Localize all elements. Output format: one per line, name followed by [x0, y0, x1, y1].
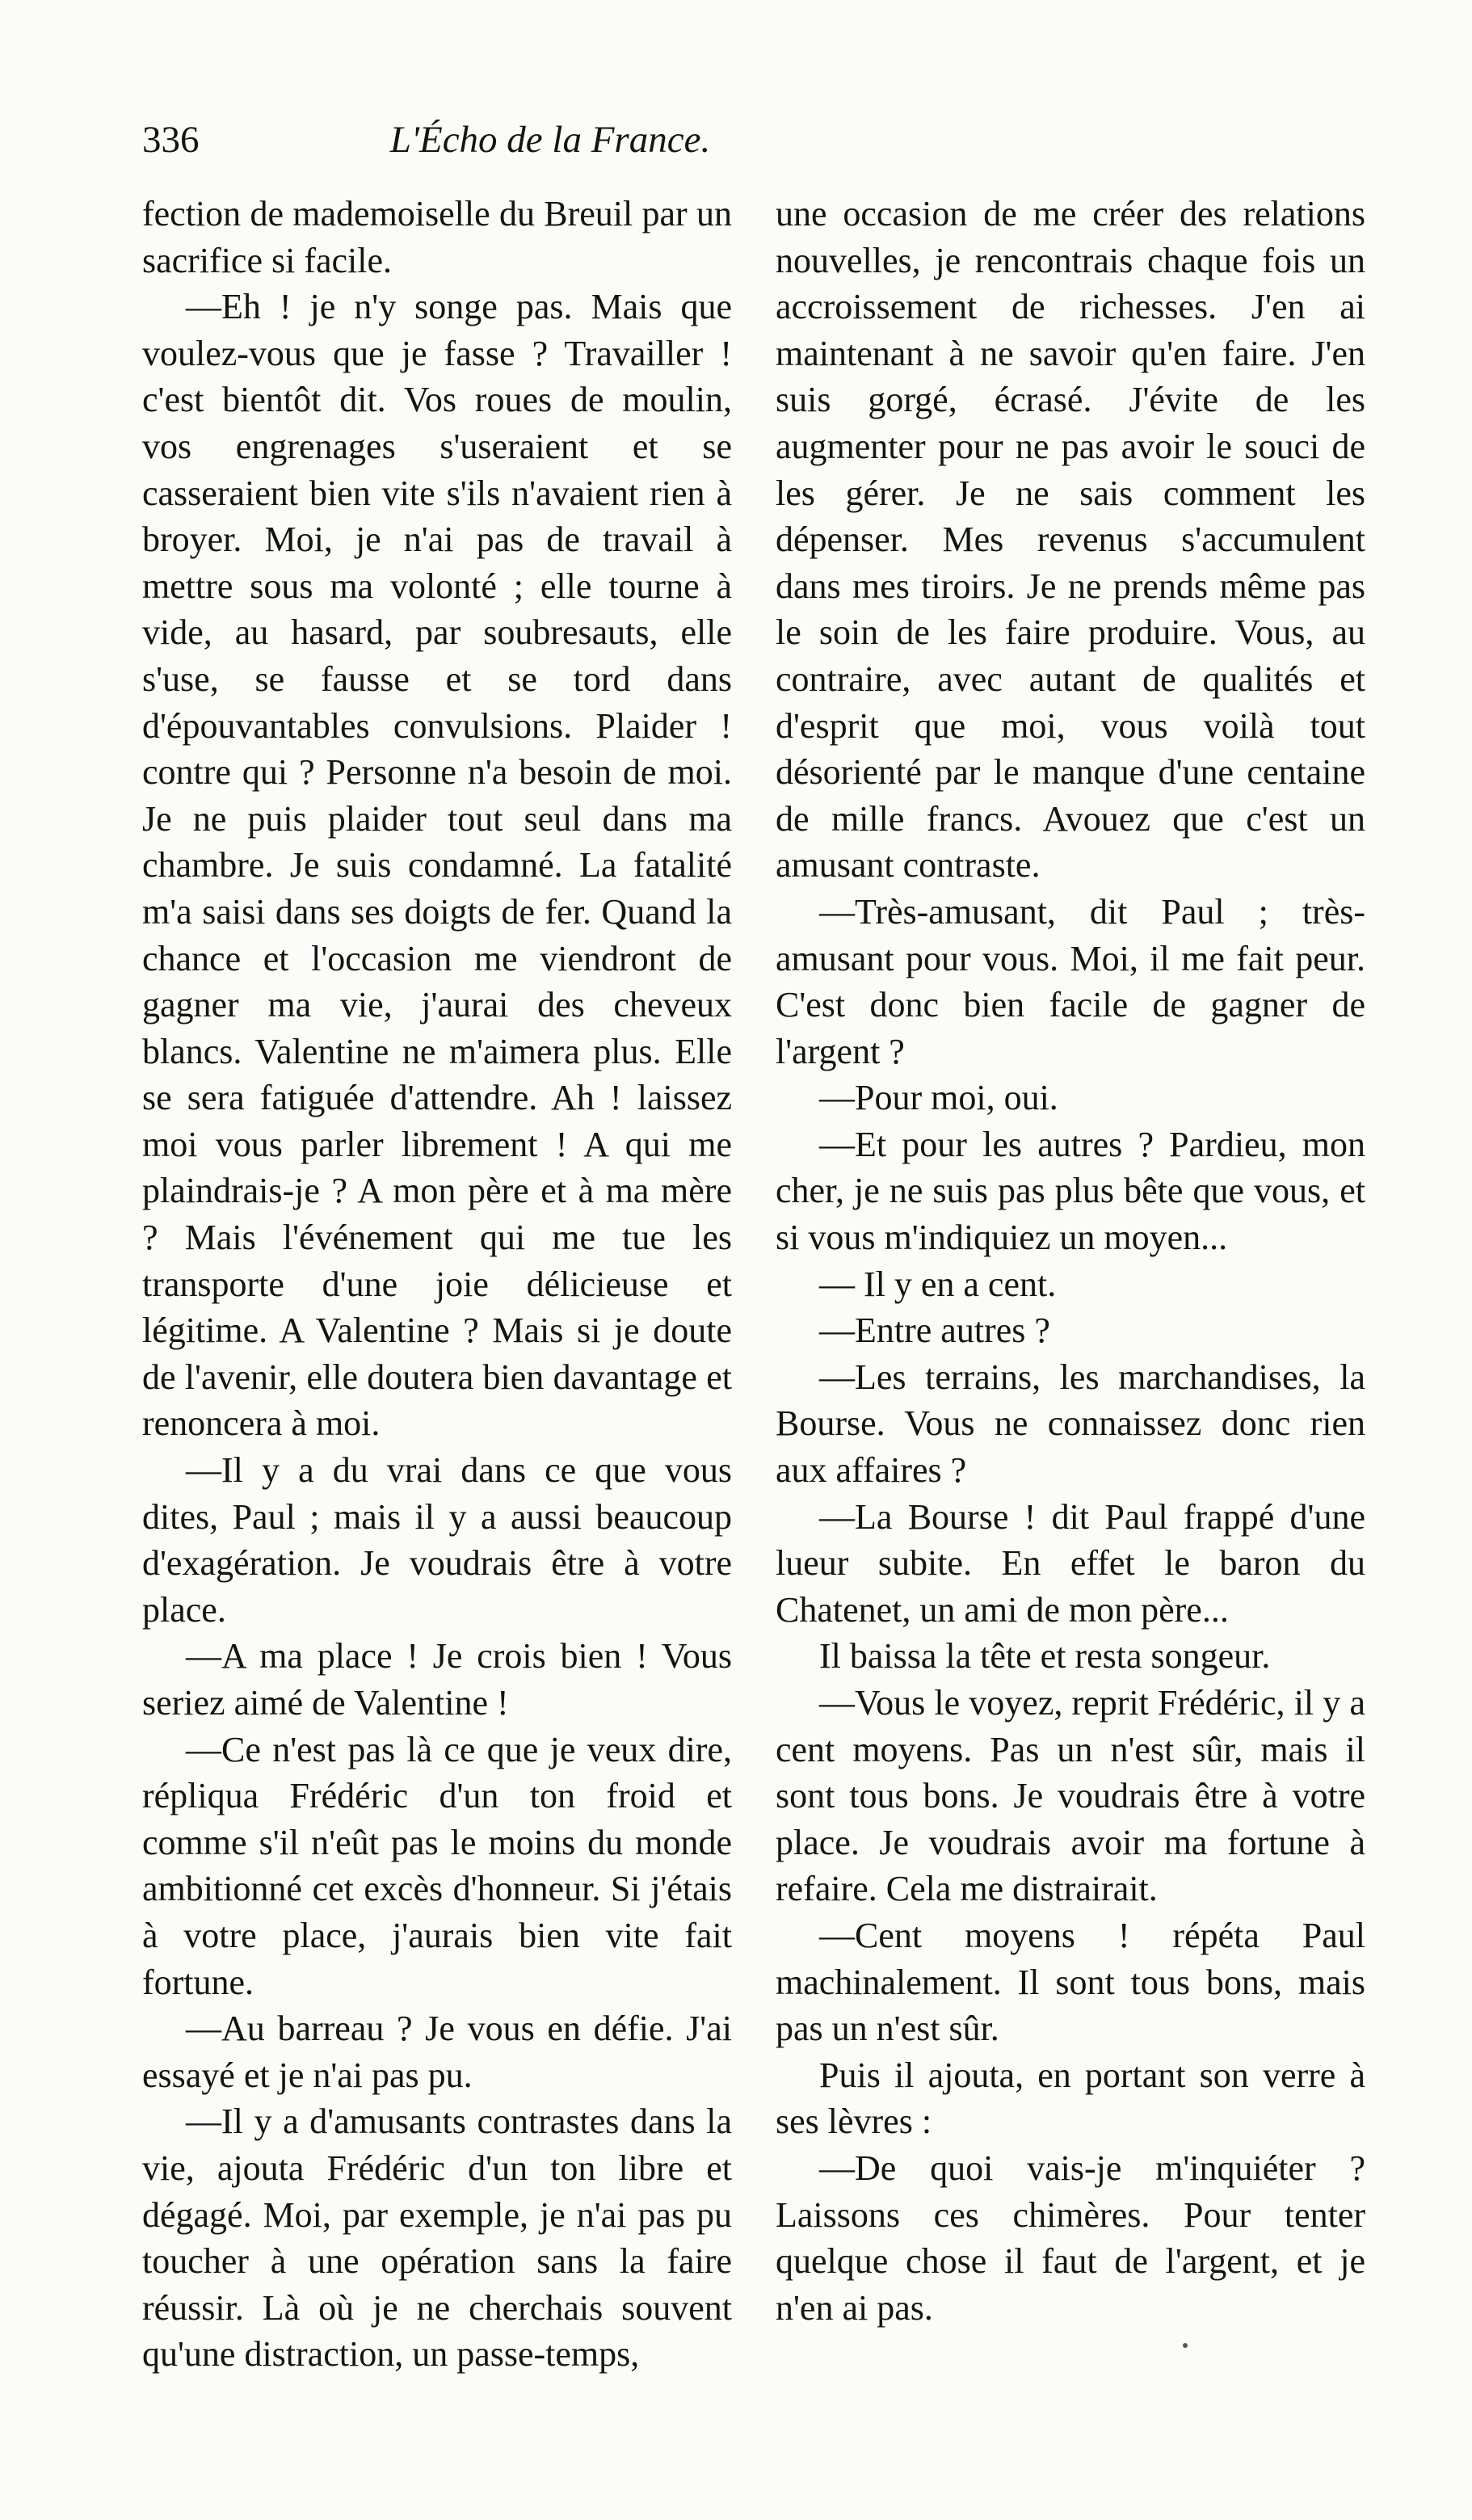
paragraph: une occasion de me créer des relations nouvelles, je rencontrais chaque fois un accroissement de richesses. J'en ai maintenant à ne savoir qu'en faire. J'en suis gorgé, écrasé. J'évite de les augmenter pour ne pas avoir le souci de les gérer. Je ne sais comment les dépenser. Mes revenus s'accumulent dans mes tiroirs. Je ne prends même pas le soin de les faire produire. Vous, au contraire, avec autant de qualités et d'esprit que moi, vous voilà tout désorienté par le manque d'une centaine de mille francs. Avouez que c'est un amusant contraste. [776, 194, 1365, 886]
paragraph: —Ce n'est pas là ce que je veux dire, répliqua Frédéric d'un ton froid et comme s'il n'eût pas le moins du monde ambitionné cet excès d'honneur. Si j'étais à votre place, j'aurais bien vite fait fortune. [142, 1729, 732, 2002]
paragraph: fection de mademoiselle du Breuil par un sacrifice si facile. [142, 194, 732, 280]
right-column [776, 191, 1365, 2331]
paragraph: —Vous le voyez, reprit Frédéric, il y a cent moyens. Pas un n'est sûr, mais il sont tous bons. Je voudrais être à votre place. Je voudrais avoir ma fortune à refaire. Cela me distrairait. [776, 1683, 1365, 1909]
running-title: L'Écho de la France. [389, 119, 711, 161]
paragraph: —Eh ! je n'y songe pas. Mais que voulez-vous que je fasse ? Travailler ! c'est bientôt dit. Vos roues de moulin, vos engrenages s'useraient et se casseraient bien vite s'ils n'avaient rien à broyer. Moi, je n'ai pas de travail à mettre sous ma volonté ; elle tourne à vide, au hasard, par soubresauts, elle s'use, se fausse et se tord dans d'épouvantables convulsions. Plaider ! contre qui ? Personne n'a besoin de moi. Je ne puis plaider tout seul dans ma chambre. Je suis condamné. La fatalité m'a saisi dans ses doigts de fer. Quand la chance et l'occasion me viendront de gagner ma vie, j'aurai des cheveux blancs. Valentine ne m'aimera plus. Elle se sera fatiguée d'attendre. Ah ! laissez moi vous parler librement ! A qui me plaindrais-je ? A mon père et à ma mère ? Mais l'événement qui me tue les transporte d'une joie délicieuse et légitime. A Valentine ? Mais si je doute de l'avenir, elle doutera bien davantage et renoncera à moi. [142, 287, 732, 1444]
paragraph: —A ma place ! Je crois bien ! Vous seriez aimé de Valentine ! [142, 1636, 732, 1723]
paragraph: —Cent moyens ! répéta Paul machinalement. Il sont tous bons, mais pas un n'est sûr. [776, 1915, 1365, 2049]
paragraph: —Les terrains, les marchandises, la Bourse. Vous ne connaissez donc rien aux affaires ? [776, 1357, 1365, 1491]
paragraph: Il baissa la tête et resta songeur. [819, 1636, 1271, 1676]
paragraph: —Entre autres ? [819, 1310, 1050, 1351]
print-speck [1183, 2343, 1188, 2348]
left-column [142, 191, 732, 2378]
paragraph: — Il y en a cent. [819, 1264, 1057, 1304]
paragraph: —Et pour les autres ? Pardieu, mon cher, je ne suis pas plus bête que vous, et si vous m'indiquiez un moyen... [776, 1124, 1365, 1258]
paragraph: Puis il ajouta, en portant son verre à ses lèvres : [776, 2055, 1365, 2142]
paragraph: —Il y a du vrai dans ce que vous dites, Paul ; mais il y a aussi beaucoup d'exagération. Je voudrais être à votre place. [142, 1450, 732, 1630]
page-number: 336 [142, 119, 200, 161]
paragraph: —Pour moi, oui. [819, 1078, 1058, 1118]
page-header [139, 111, 961, 168]
paragraph: —De quoi vais-je m'inquiéter ? Laissons ces chimères. Pour tenter quelque chose il faut de l'argent, et je n'en ai pas. [776, 2148, 1365, 2328]
paragraph: —Il y a d'amusants contrastes dans la vie, ajouta Frédéric d'un ton libre et dégagé. Moi, par exemple, je n'ai pas pu toucher à une opération sans la faire réussir. Là où je ne cherchais souvent qu'une distraction, un passe-temps, [142, 2101, 732, 2375]
paragraph: —La Bourse ! dit Paul frappé d'une lueur subite. En effet le baron du Chatenet, un ami de mon père... [776, 1496, 1365, 1630]
paragraph: —Au barreau ? Je vous en défie. J'ai essayé et je n'ai pas pu. [142, 2009, 732, 2095]
paragraph: —Très-amusant, dit Paul ; très-amusant pour vous. Moi, il me fait peur. C'est donc bien facile de gagner de l'argent ? [776, 891, 1365, 1071]
